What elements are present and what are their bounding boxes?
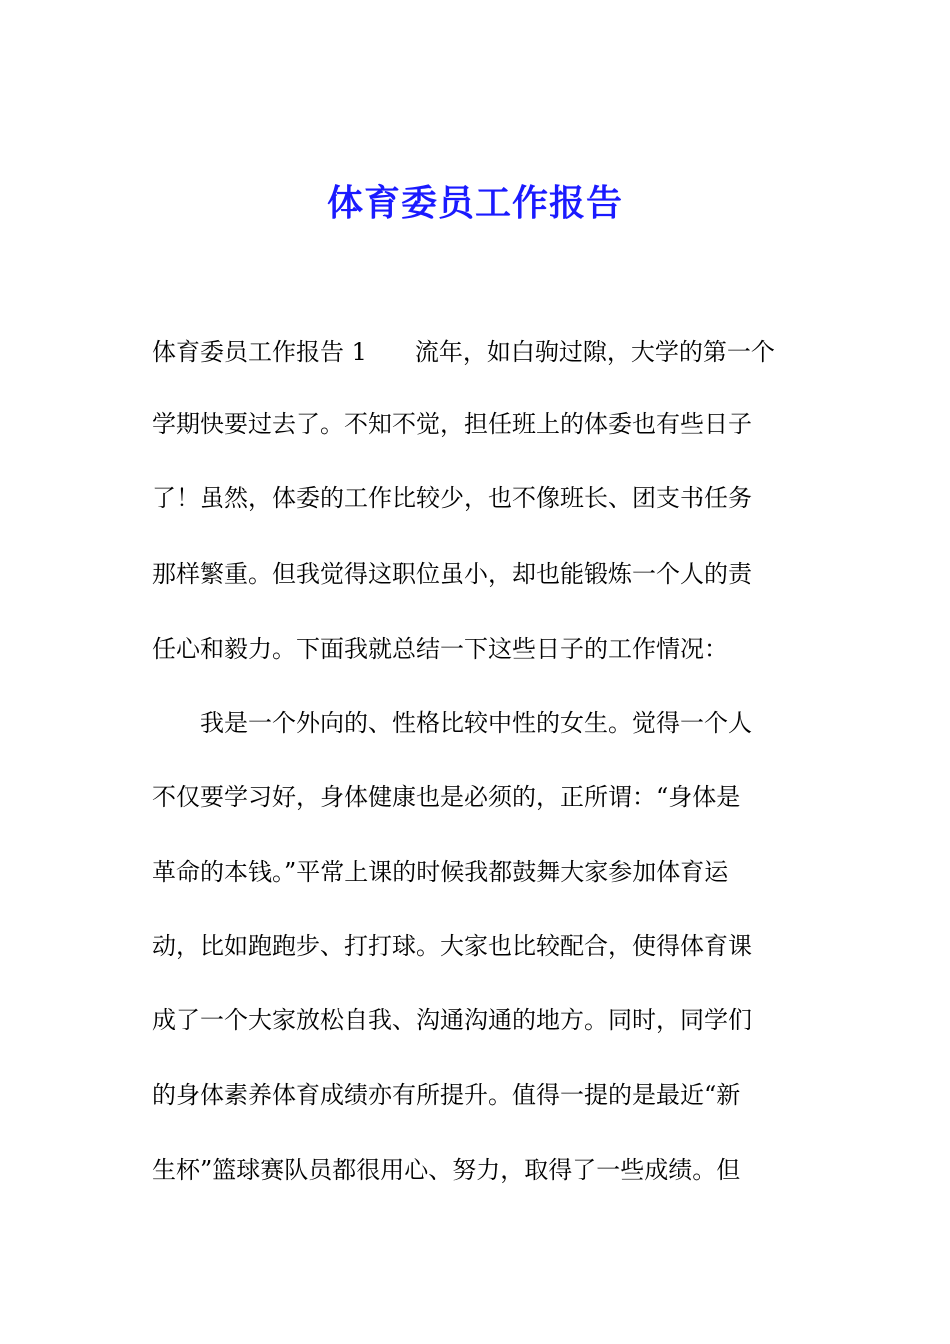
body-line-5: 任心和毅力。下面我就总结一下这些日子的工作情况：	[152, 635, 728, 663]
body-line-6: 我是一个外向的、性格比较中性的女生。觉得一个人	[152, 709, 752, 737]
body-line-2: 学期快要过去了。不知不觉，担任班上的体委也有些日子	[152, 410, 752, 438]
body-line-3: 了！虽然，体委的工作比较少，也不像班长、团支书任务	[152, 484, 752, 512]
body-line-9: 动，比如跑跑步、打打球。大家也比较配合，使得体育课	[152, 932, 752, 960]
body-line-4: 那样繁重。但我觉得这职位虽小，却也能锻炼一个人的责	[152, 560, 752, 588]
body-line-1: 体育委员工作报告 1 流年，如白驹过隙，大学的第一个	[152, 338, 775, 366]
body-line-11: 的身体素养体育成绩亦有所提升。值得一提的是最近“新	[152, 1081, 741, 1109]
body-line-10: 成了一个大家放松自我、沟通沟通的地方。同时，同学们	[152, 1006, 752, 1034]
document-title: 体育委员工作报告	[326, 182, 623, 224]
body-line-7: 不仅要学习好，身体健康也是必须的，正所谓：“身体是	[152, 783, 741, 811]
body-line-8: 革命的本钱。”平常上课的时候我都鼓舞大家参加体育运	[152, 858, 729, 886]
body-line-12: 生杯”篮球赛队员都很用心、努力，取得了一些成绩。但	[152, 1156, 741, 1184]
